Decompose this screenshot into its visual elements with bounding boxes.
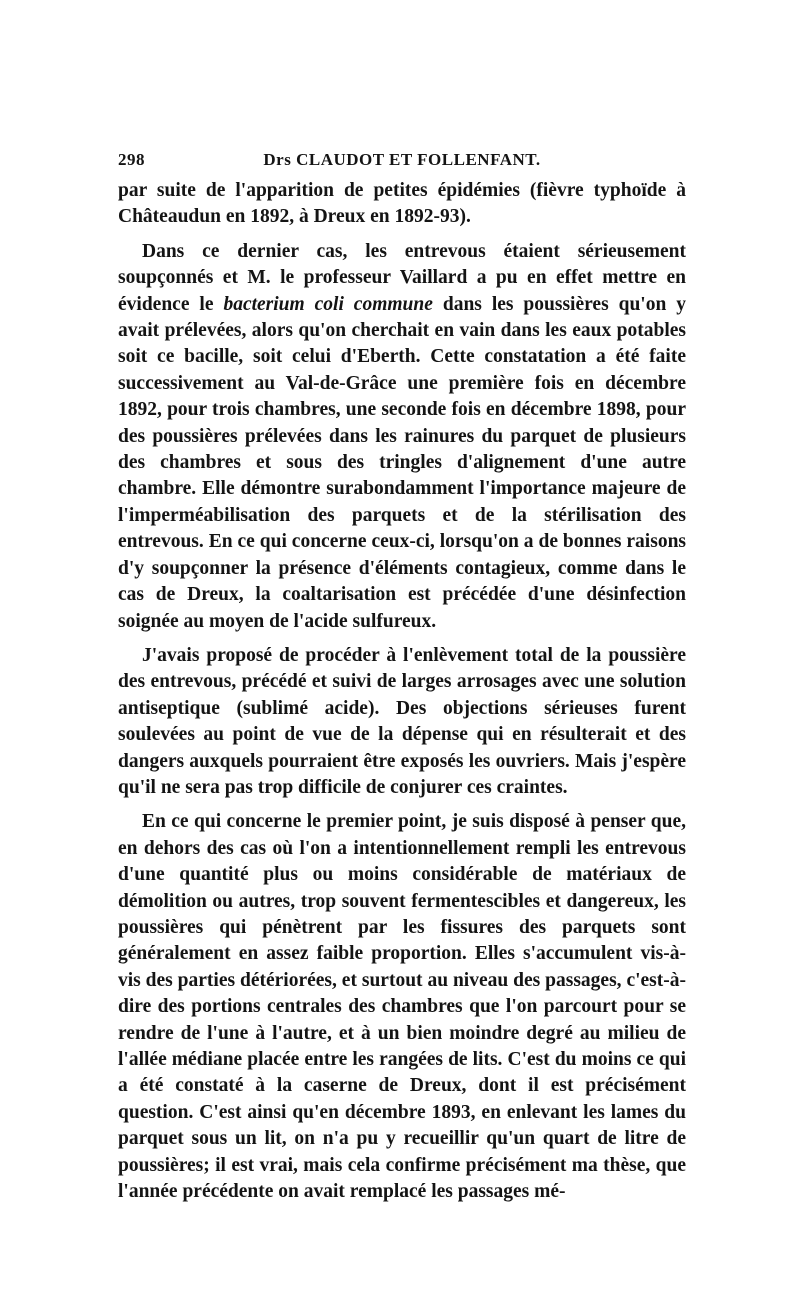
book-page: [118, 150, 686, 1205]
running-head: [118, 150, 686, 174]
paragraph-1: par suite de l'apparition de petites épidémies (fièvre typhoïde à Châteaudun en 1892, à Dreux en 1892-93).: [118, 180, 686, 228]
paragraph-4: En ce qui concerne le premier point, je suis disposé à penser que, en dehors des cas où l'on a intentionnellement rempli les entrevous d'une quantité plus ou moins considérable de matériaux de démolition ou autres, trop souvent fermentescibles et dangereux, les poussières qui pénètrent par les fissures des parquets sont généralement en assez faible proportion. Elles s'accumulent vis-à-vis des parties détériorées, et surtout au niveau des passages, c'est-à-dire des portions centrales des chambres que l'on parcourt pour se rendre de l'une à l'autre, et à un bien moindre degré au milieu de l'allée médiane placée entre les rangées de lits. C'est du moins ce qui a été constaté à la caserne de Dreux, dont il est précisément question. C'est ainsi qu'en décembre 1893, en enlevant les lames du parquet sous un lit, on n'a pu y recueillir qu'un quart de litre de poussières; il est vrai, mais cela confirme précisément ma thèse, que l'année précédente on avait remplacé les passages mé-: [118, 811, 686, 1203]
running-title: Drs CLAUDOT ET FOLLENFANT.: [263, 150, 541, 169]
paragraph-2-text-start: Dans ce dernier cas, les entrevous étaient sérieusement soupçonnés et M. le professeur Vaillard a pu en effet mettre en évidence le: [118, 240, 686, 315]
page-number: 298: [118, 150, 145, 169]
paragraph-2: [118, 239, 686, 635]
paragraph-2-text-end: dans les poussières qu'on y avait prélevées, alors qu'on cherchait en vain dans les eaux potables soit ce bacille, soit celui d'Eberth. Cette constatation a été faite successivement au Val-de-Grâce une première fois en décembre 1892, pour trois chambres, une seconde fois en décembre 1898, pour des poussières prélevées dans les rainures du parquet de plusieurs des chambres et sous des tringles d'alignement d'une autre chambre. Elle démontre surabondamment l'importance majeure de l'imperméabilisation des parquets et de la stérilisation des entrevous. En ce qui concerne ceux-ci, lorsqu'on a de bonnes raisons d'y soupçonner la présence d'éléments contagieux, comme dans le cas de Dreux, la coaltarisation est précédée d'une désinfection soignée au moyen de l'acide sulfureux.: [118, 293, 686, 632]
paragraph-2-italic-term: bacterium coli commune: [223, 293, 433, 315]
paragraph-3: J'avais proposé de procéder à l'enlèvement total de la poussière des entrevous, précédé et suivi de larges arrosages avec une solution antiseptique (sublimé acide). Des objections sérieuses furent soulevées au point de vue de la dépense qui en résulterait et des dangers auxquels pourraient être exposés les ouvriers. Mais j'espère qu'il ne sera pas trop difficile de conjurer ces craintes.: [118, 644, 686, 798]
